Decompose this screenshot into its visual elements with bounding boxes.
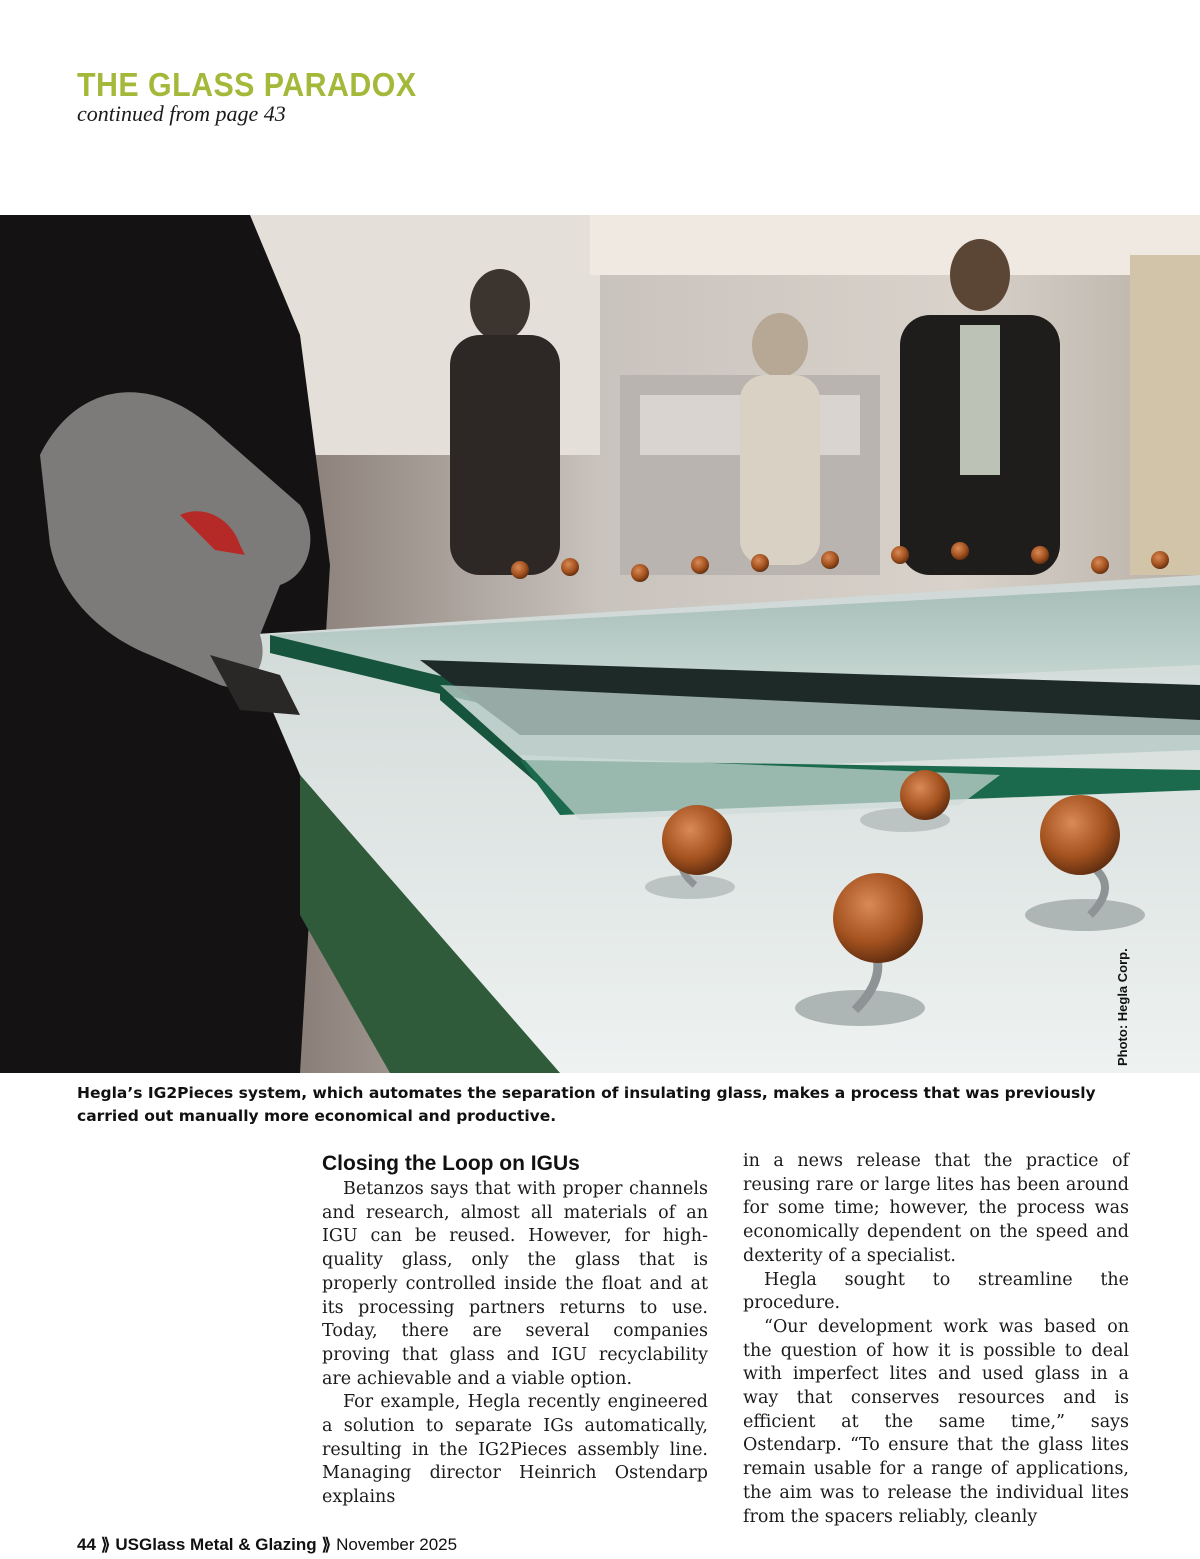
page-number: 44: [77, 1535, 96, 1554]
article-photo: [0, 215, 1200, 1073]
article-paragraph: Betanzos says that with proper channels and research, almost all materials of an IGU can be reused. However, for high-quality glass, only the glass that is properly controlled inside the float and at its processing partners returns to use. Today, there are several companies proving that glass and IGU recyclability are achievable and a viable option.: [322, 1179, 708, 1389]
issue-date: November 2025: [336, 1535, 458, 1554]
photo-credit: Photo: Hegla Corp.: [1115, 948, 1130, 1066]
article-paragraph: in a news release that the practice of reusing rare or large lites has been around for some time; however, the process was economically dependent on the speed and dexterity of a specialist.: [743, 1151, 1129, 1266]
article-subhead: Closing the Loop on IGUs: [322, 1152, 580, 1175]
article-column-left: [322, 1150, 708, 1510]
article-paragraph: For example, Hegla recently engineered a solution to separate IGs automatically, resulting in the IG2Pieces assembly line. Managing director Heinrich Ostendarp explains: [322, 1392, 708, 1508]
glass-separation-photo: [0, 215, 1200, 1073]
magazine-name: USGlass Metal & Glazing: [115, 1535, 317, 1554]
article-paragraph: “Our development work was based on the question of how it is possible to deal with imperfect lites and used glass in a way that conserves resources and is efficient at the same time,” says Ostendarp. “To ensure that the glass lites remain usable for a range of applications, the aim was to release the individual lites from the spacers reliably, cleanly: [743, 1316, 1129, 1527]
article-column-right: [743, 1150, 1129, 1529]
continued-note: continued from page 43: [77, 101, 286, 126]
article-paragraph: Hegla sought to streamline the procedure.: [743, 1269, 1129, 1314]
page-footer: [77, 1535, 457, 1555]
section-title: THE GLASS PARADOX: [77, 66, 417, 103]
folio-separator: ⟫: [100, 1535, 111, 1554]
folio-separator: ⟫: [321, 1535, 332, 1554]
photo-caption: Hegla’s IG2Pieces system, which automates the separation of insulating glass, makes a process that was previously carried out manually more economical and productive.: [77, 1084, 1096, 1125]
